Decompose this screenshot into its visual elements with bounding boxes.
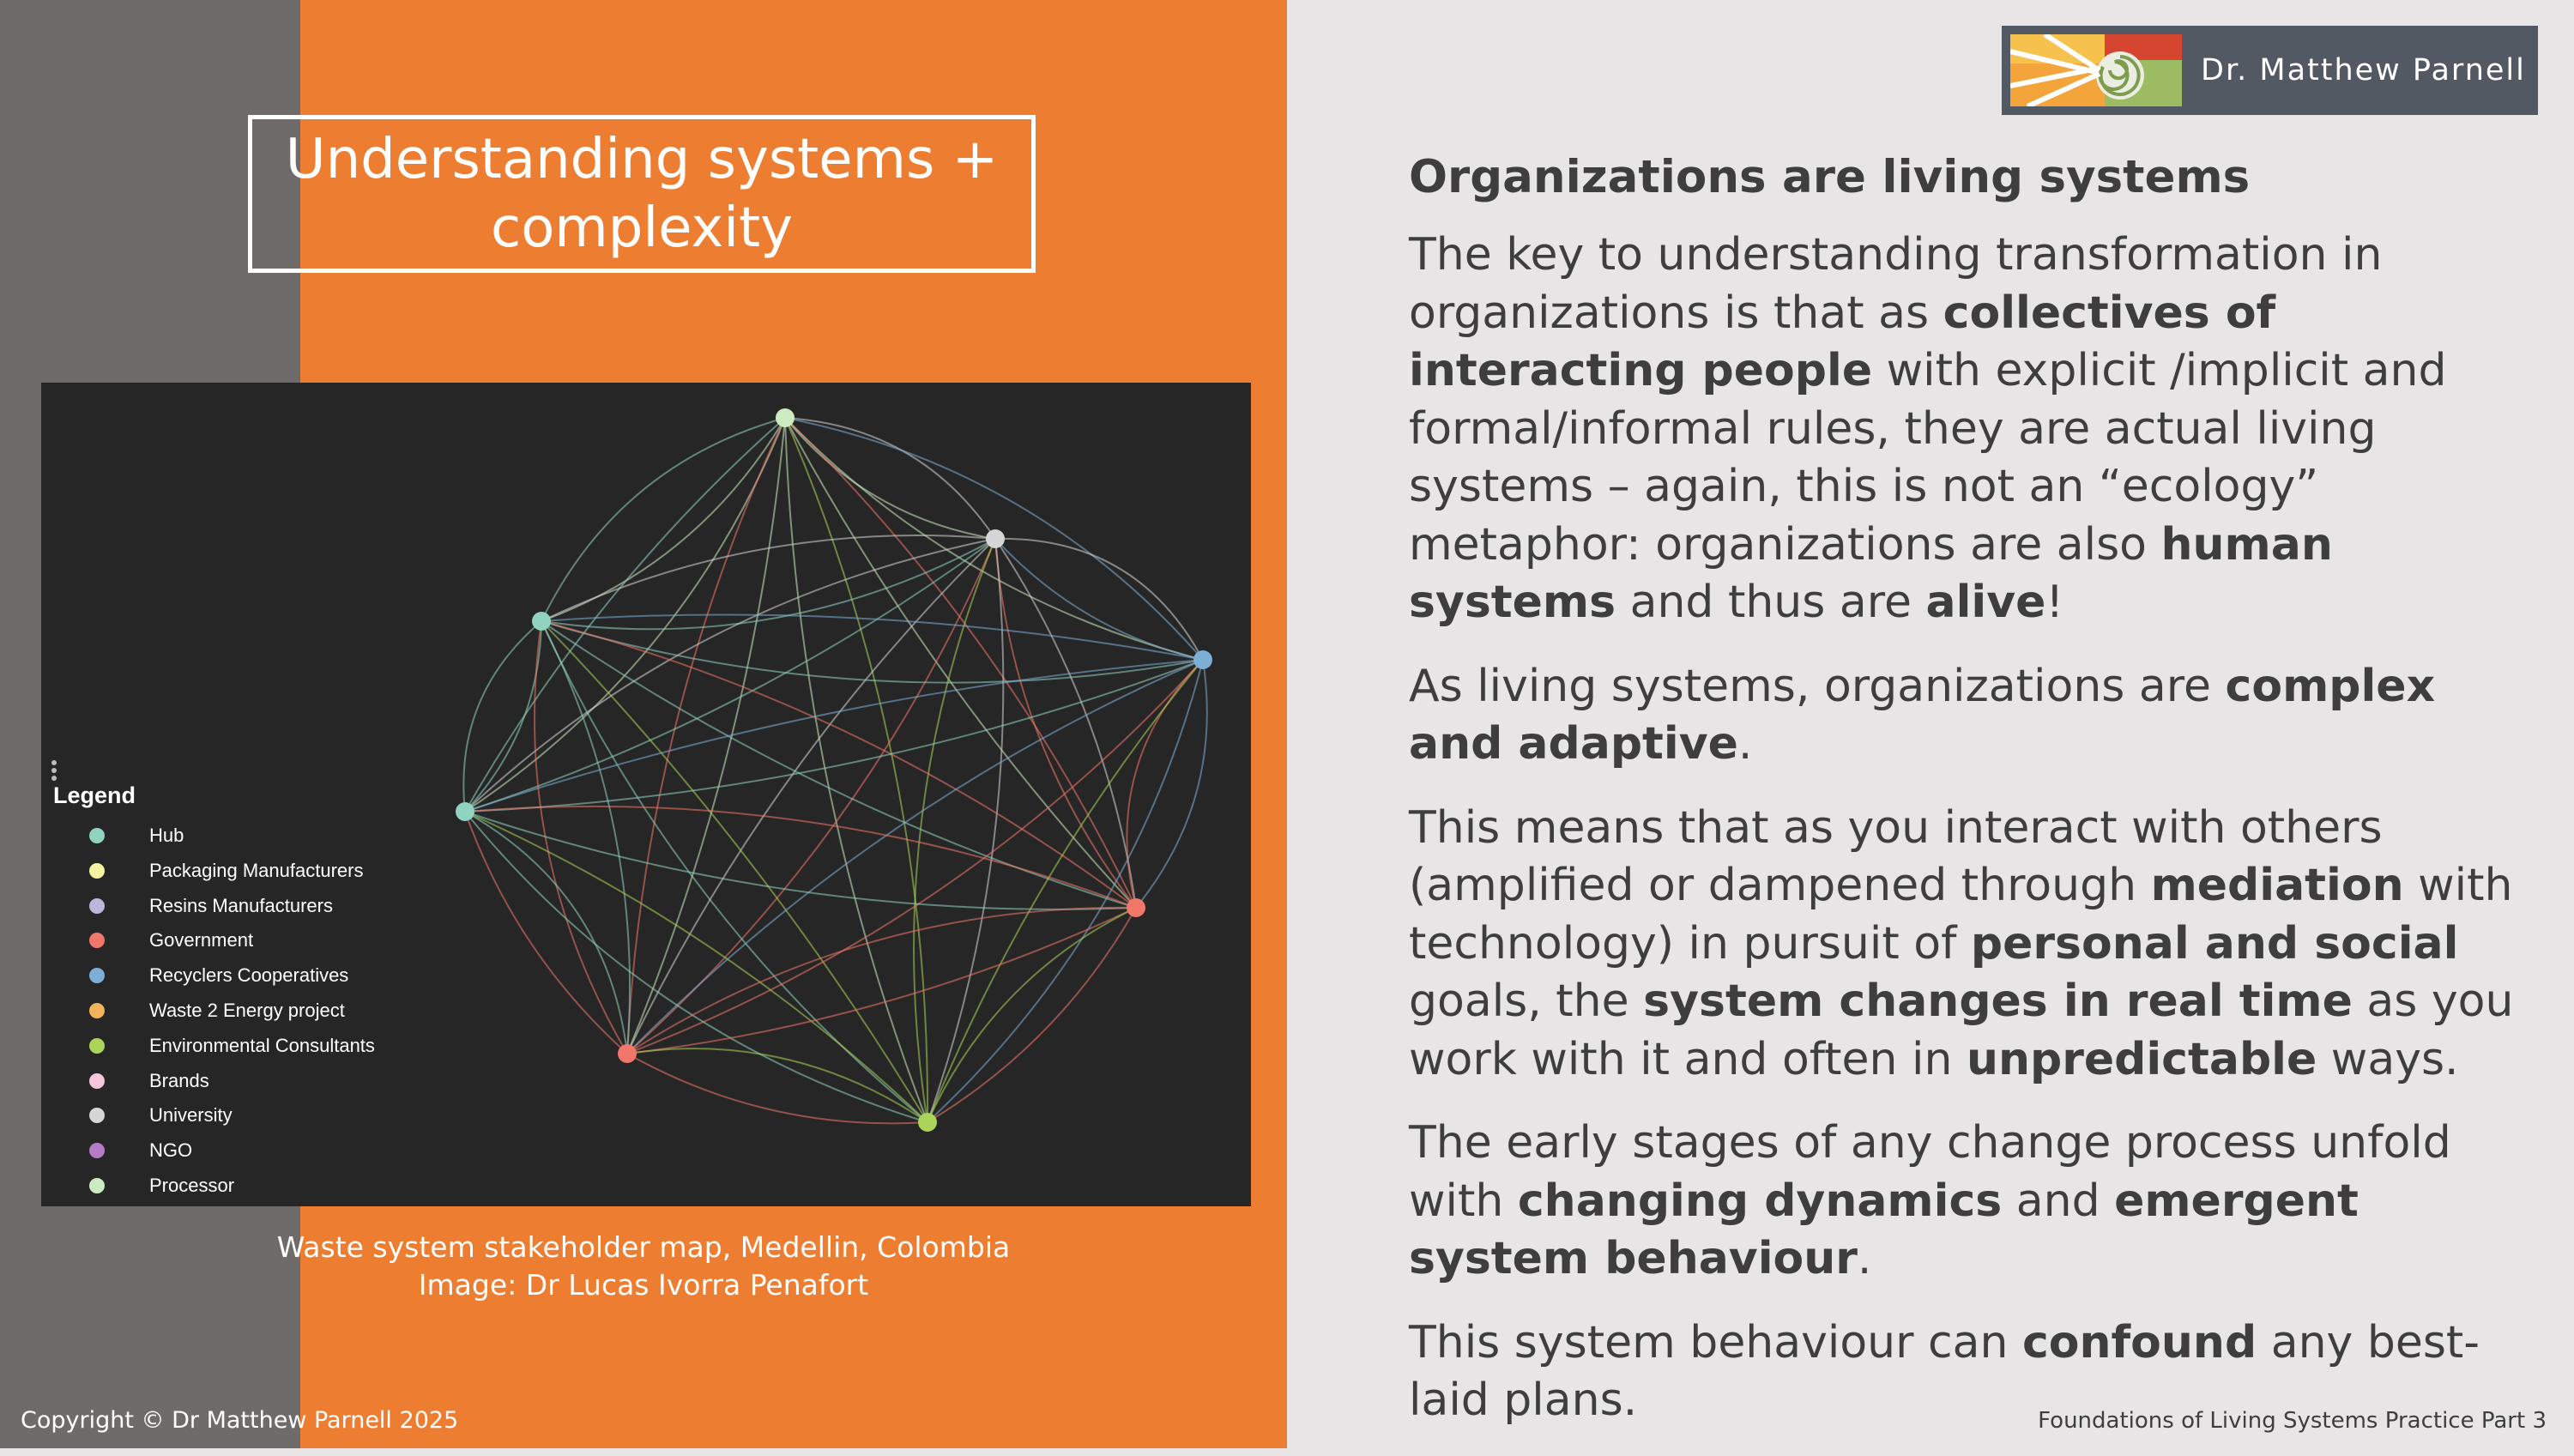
body-text: This means that as you interact with others (amplified or dampened through xyxy=(1409,801,2383,911)
emphasis-text: personal and social xyxy=(1970,917,2459,970)
legend-swatch-icon xyxy=(89,1073,105,1089)
brand-badge xyxy=(2002,26,2538,115)
content-heading: Organizations are living systems xyxy=(1409,151,2251,203)
stakeholder-map-image xyxy=(41,383,1251,1206)
paragraph-2 xyxy=(1409,658,2516,774)
emphasis-text: confound xyxy=(2021,1316,2257,1368)
network-node-bottom-left-red xyxy=(618,1044,637,1063)
paragraph-1 xyxy=(1409,227,2516,632)
network-edge xyxy=(785,418,995,539)
network-edge xyxy=(465,660,1203,812)
emphasis-text: collectives of interacting people xyxy=(1409,287,2276,396)
emphasis-text: complex and adaptive xyxy=(1409,660,2436,770)
legend-label: Waste 2 Energy project xyxy=(149,1000,345,1021)
legend-handle-icon xyxy=(51,760,57,783)
network-edge xyxy=(465,660,1203,812)
legend-label: Resins Manufacturers xyxy=(149,894,333,916)
legend-title: Legend xyxy=(53,782,136,808)
network-edge xyxy=(463,621,541,812)
legend-label: Packaging Manufacturers xyxy=(149,859,364,881)
network-edge xyxy=(995,539,1136,908)
network-edge xyxy=(927,908,1136,1122)
legend-label: Recyclers Cooperatives xyxy=(149,964,349,987)
network-edge xyxy=(927,908,1136,1122)
body-text: This system behaviour can xyxy=(1409,1316,2022,1368)
body-text: as you work with it and often in xyxy=(1409,976,2514,1085)
slide-title-line1: Understanding systems + xyxy=(285,128,999,191)
network-edge xyxy=(541,621,1136,908)
network-edge xyxy=(541,418,785,621)
network-edge xyxy=(465,621,541,812)
network-edge xyxy=(465,539,995,812)
legend-swatch-icon xyxy=(89,968,105,983)
emphasis-text: changing dynamics xyxy=(1517,1175,2003,1227)
body-text: ways. xyxy=(2317,1033,2459,1085)
emphasis-text: human systems xyxy=(1409,518,2333,628)
emphasis-text: alive xyxy=(1925,577,2046,628)
legend-item xyxy=(53,994,345,1028)
paragraph-4 xyxy=(1409,1115,2516,1289)
legend-swatch-icon xyxy=(89,1178,105,1193)
network-edge xyxy=(541,621,630,1054)
legend-swatch-icon xyxy=(89,863,105,879)
network-edge xyxy=(995,539,1136,908)
legend-swatch-icon xyxy=(89,1038,105,1054)
legend-swatch-icon xyxy=(89,1003,105,1018)
network-node-left-teal xyxy=(456,802,474,821)
legend-swatch-icon xyxy=(89,828,105,843)
body-text: with technology) in pursuit of xyxy=(1409,860,2513,970)
legend-item xyxy=(53,889,333,923)
network-edge xyxy=(465,539,995,812)
body-text: any best-laid plans. xyxy=(1409,1316,2480,1426)
slide-title-line2: complexity xyxy=(491,196,793,260)
network-node-right-red xyxy=(1127,898,1145,917)
copyright-text: Copyright © Dr Matthew Parnell 2025 xyxy=(21,1407,459,1434)
network-node-top xyxy=(776,408,795,427)
paragraph-3 xyxy=(1409,800,2516,1090)
legend-item xyxy=(53,1064,209,1098)
body-text: . xyxy=(1857,1233,1872,1284)
network-edge xyxy=(627,418,785,1054)
body-text: The key to understanding transformation in organizations is that as xyxy=(1409,229,2383,339)
body-text: goals, the xyxy=(1409,976,1644,1027)
network-edge xyxy=(541,621,927,1122)
legend-label: NGO xyxy=(149,1139,193,1162)
body-text: and thus are xyxy=(1616,577,1926,628)
caption-line-2: Image: Dr Lucas Ivorra Penafort xyxy=(418,1268,869,1302)
network-node-upper-right-gray xyxy=(986,529,1005,548)
legend-item xyxy=(53,1133,192,1168)
emphasis-text: mediation xyxy=(2150,860,2404,911)
footer-course-title: Foundations of Living Systems Practice Part 3 xyxy=(2038,1408,2547,1434)
network-edge xyxy=(465,812,627,1054)
network-edge xyxy=(627,418,785,1054)
legend-label: Processor xyxy=(149,1175,235,1196)
network-edge xyxy=(465,812,627,1054)
legend-label: Environmental Consultants xyxy=(149,1034,375,1056)
body-text: . xyxy=(1737,718,1753,770)
network-edges xyxy=(463,418,1206,1123)
network-edge xyxy=(465,807,1136,908)
legend-item xyxy=(53,958,348,993)
legend-item xyxy=(53,854,363,888)
network-graph xyxy=(41,383,1251,1206)
legend-item xyxy=(53,819,184,853)
body-text: ! xyxy=(2045,577,2064,628)
network-edge xyxy=(785,418,1136,908)
legend-swatch-icon xyxy=(89,1108,105,1123)
network-node-bottom-green xyxy=(918,1113,937,1132)
network-node-right-blue xyxy=(1193,650,1212,669)
legend-label: Government xyxy=(149,929,254,952)
legend-swatch-icon xyxy=(89,933,105,948)
legend-label: Brands xyxy=(149,1069,209,1091)
body-text: and xyxy=(2002,1175,2115,1227)
body-text: As living systems, organizations are xyxy=(1409,660,2226,712)
brand-name: Dr. Matthew Parnell xyxy=(2201,53,2526,88)
network-edge xyxy=(1127,660,1203,908)
body-text: The early stages of any change process unfold with xyxy=(1409,1117,2451,1227)
slide-title xyxy=(286,125,999,263)
legend-item xyxy=(53,1029,375,1063)
legend-label: University xyxy=(149,1104,233,1127)
legend-item xyxy=(53,923,253,958)
legend-swatch-icon xyxy=(89,1143,105,1158)
emphasis-text: emergent system behaviour xyxy=(1409,1175,2359,1284)
emphasis-text: unpredictable xyxy=(1966,1033,2317,1085)
network-edge xyxy=(927,660,1203,1122)
network-edge xyxy=(927,660,1203,1122)
emphasis-text: system changes in real time xyxy=(1643,976,2353,1027)
network-edge xyxy=(785,418,1136,908)
network-edge xyxy=(541,621,927,1122)
caption-line-1: Waste system stakeholder map, Medellin, Colombia xyxy=(276,1230,1011,1264)
network-node-upper-left-teal xyxy=(532,612,551,631)
network-edge xyxy=(541,621,1136,908)
network-edge xyxy=(465,812,927,1122)
legend-label: Hub xyxy=(149,825,184,846)
nautilus-logo-icon xyxy=(2010,34,2182,106)
legend-item xyxy=(53,1098,233,1133)
network-edge xyxy=(541,418,785,621)
legend-item xyxy=(53,1169,234,1203)
network-edge xyxy=(785,418,995,539)
legend-swatch-icon xyxy=(89,898,105,914)
map-caption xyxy=(249,1229,1038,1304)
network-edge xyxy=(627,1054,927,1123)
content-body xyxy=(1409,142,2516,1456)
body-text: with explicit /implicit and formal/informal rules, they are actual living systems – again, this is not an “ecology” metaphor: organizations are also xyxy=(1409,345,2447,571)
network-edge xyxy=(465,812,927,1122)
slide-title-box xyxy=(248,115,1036,273)
